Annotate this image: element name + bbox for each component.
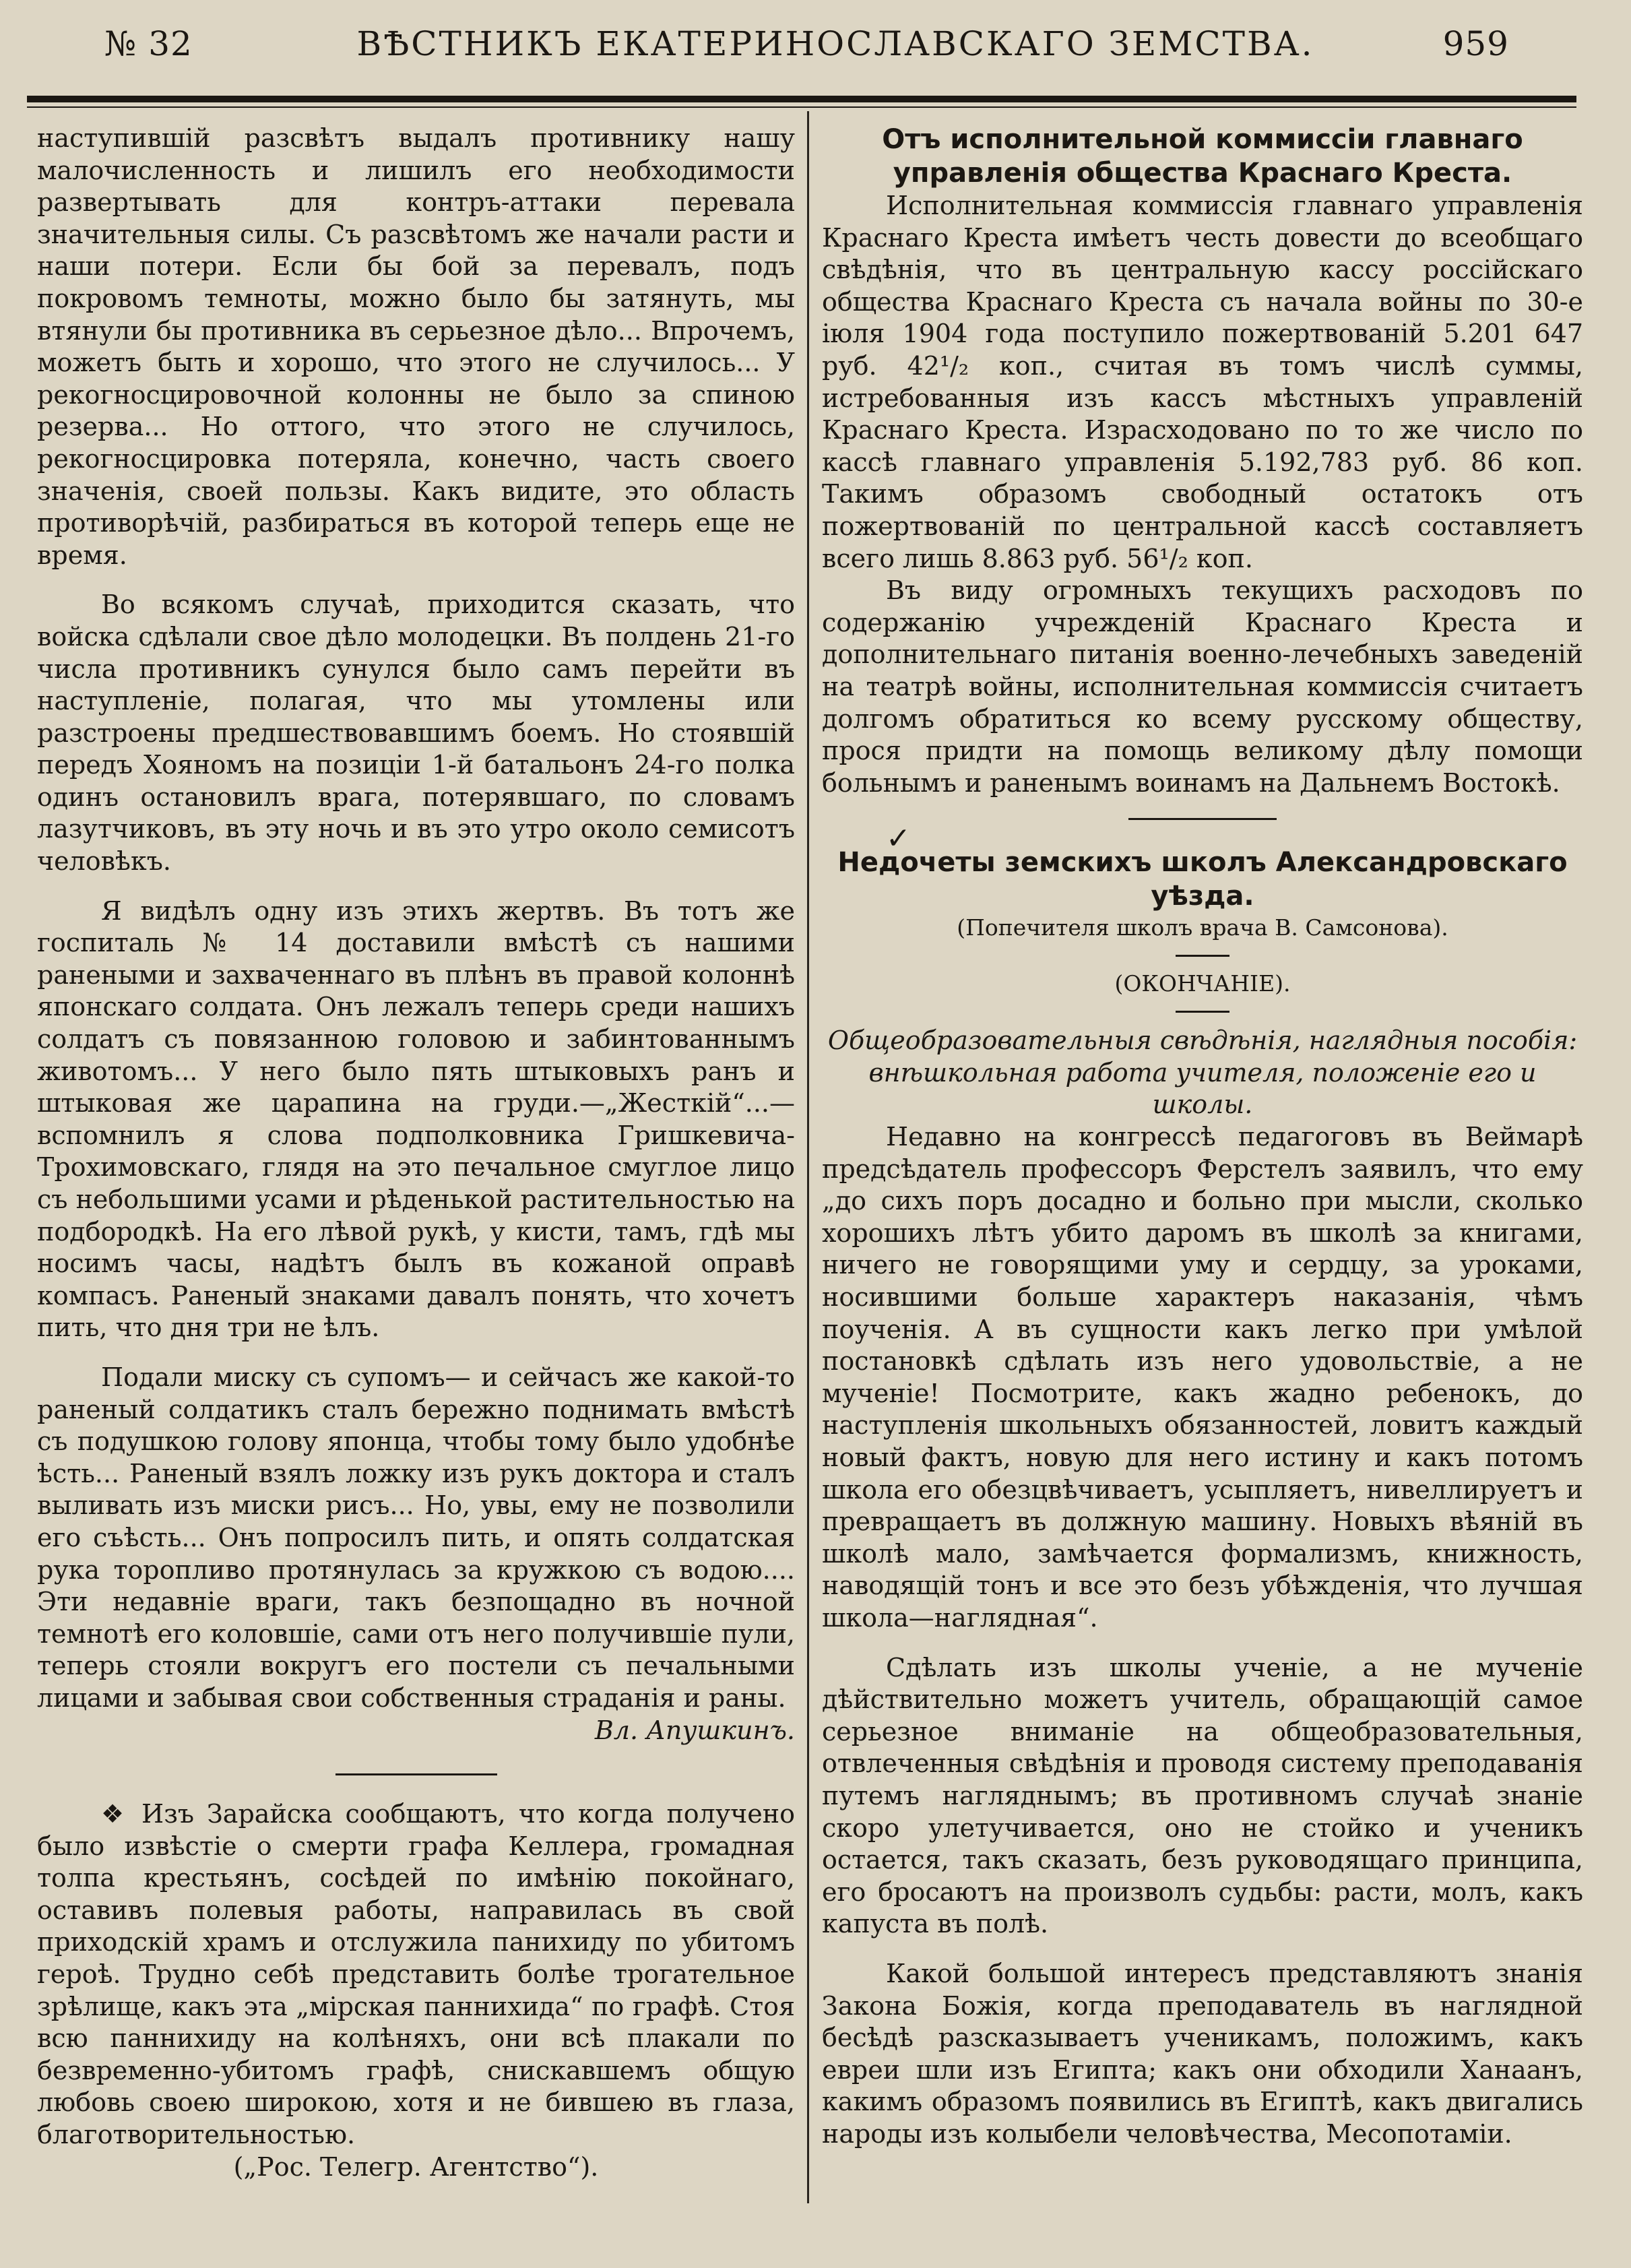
publication-title: ВѢСТНИКЪ ЕКАТЕРИНОСЛАВСКАГО ЗЕМСТВА.	[356, 24, 1314, 63]
right-paragraph-1: Исполнительная коммиссія главнаго управленія Краснаго Креста имѣетъ честь довести до всеобщаго свѣдѣнія, что въ центральную кассу россійскаго общества Краснаго Креста съ начала войны по 30-е іюля 1904 года поступило пожертвованій 5.201 647 руб. 42¹/₂ коп., считая въ томъ числѣ суммы, истребованныя изъ кассъ мѣстныхъ управленій Краснаго Креста. Израсходовано по то же число по кассѣ главнаго управленія 5.192,783 руб. 86 коп. Такимъ образомъ свободный остатокъ отъ пожертвованій по центральной кассѣ составляетъ всего лишь 8.863 руб. 56¹/₂ коп.	[822, 191, 1583, 573]
red-cross-heading: Отъ исполнительной коммиссіи главнаго управленія общества Краснаго Креста.	[882, 124, 1523, 189]
right-paragraph-2: Въ виду огромныхъ текущихъ расходовъ по содержанію учрежденій Краснаго Креста и дополнительнаго питанія военно-лечебныхъ заведеній на театрѣ войны, исполнительная коммиссія считаетъ долгомъ обратиться ко всему русскому обществу, прося придти на помощь великому дѣлу помощи больнымъ и раненымъ воинамъ на Дальнемъ Востокѣ.	[822, 575, 1583, 798]
right-paragraph-4: Сдѣлать изъ школы ученіе, а не мученіе дѣйствительно можетъ учитель, обращающій самое серьезное вниманіе на общеобразовательныя, отвлеченныя свѣдѣнія и проводя систему преподаванія путемъ нагляднымъ; въ противномъ случаѣ знаніе скоро улетучивается, оно не стойко и ученикъ остается, такъ сказать, безъ руководящаго принципа, его бросаютъ на произволъ судьбы: расти, молъ, какъ капуста въ полѣ.	[822, 1652, 1583, 1939]
article-signature: Вл. Апушкинъ.	[594, 1715, 795, 1745]
checkmark: ✓	[886, 821, 911, 856]
left-paragraph-3: Я видѣлъ одну изъ этихъ жертвъ. Въ тотъ же госпиталь № 14 доставили вмѣстѣ съ нашими ранеными и захваченнаго въ плѣнъ въ правой колоннѣ японскаго солдата. Онъ лежалъ теперь среди нашихъ солдатъ съ повязанною головою и забинтованнымъ животомъ... У него было пять штыковыхъ ранъ и штыковая же царапина на груди.—„Жесткій“...—вспомнилъ я слова подполковника Гришкевича-Трохимовскаго, глядя на это печальное смуглое лицо съ небольшими усами и рѣденькой растительностью на подбородкѣ. На его лѣвой рукѣ, у кисти, тамъ, гдѣ мы носимъ часы, надѣтъ былъ въ кожаной оправѣ компасъ. Раненый знаками давалъ понять, что хочетъ пить, что дня три не ѣлъ.	[37, 895, 795, 1343]
schools-heading: Недочеты земскихъ школъ Александровскаго уѣзда.	[837, 847, 1568, 912]
left-paragraph-4: Подали миску съ супомъ— и сейчасъ же какой-то раненый солдатикъ сталъ бережно поднимать вмѣстѣ съ подушкою голову японца, чтобы тому было удобнѣе ѣсть... Раненый взялъ ложку изъ рукъ доктора и сталъ выливать изъ миски рисъ... Но, увы, ему не позволили его съѣсть... Онъ попросилъ пить, и опять солдатская рука торопливо протянулась за кружкою съ водою.... Эти недавніе враги, такъ безпощадно въ ночной темнотѣ его коловшіе, сами отъ него получившіе пули, теперь стояли вокругъ его постели съ печальными лицами и забывая свои собственныя страданія и раны.	[37, 1362, 795, 1713]
dash-separator	[1176, 1011, 1229, 1013]
left-paragraph-zaraisk: ❖ Изъ Зарайска сообщаютъ, что когда получено было извѣстіе о смерти графа Келлера, громадная толпа крестьянъ, сосѣдей по имѣнію покойнаго, оставивъ полевыя работы, направилась въ свой приходскій храмъ и отслужила панихиду по убитомъ героѣ. Трудно себѣ представить болѣе трогательное зрѣлище, какъ эта „мірская паннихида“ по графѣ. Стоя всю паннихиду на колѣняхъ, они всѣ плакали по безвременно-убитомъ графѣ, снискавшемъ общую любовь своею широкою, хотя и не бившею въ глаза, благотворительностью.	[37, 1799, 795, 2150]
left-paragraph-2: Во всякомъ случаѣ, приходится сказать, что войска сдѣлали свое дѣло молодецки. Въ полдень 21-го числа противникъ сунулся было самъ перейти въ наступленіе, полагая, что мы утомлены или разстроены предшествовавшимъ боемъ. Но стоявшій передъ Хояномъ на позиціи 1-й батальонъ 24-го полка одинъ остановилъ врага, потерявшаго, по словамъ лазутчиковъ, въ эту ночь и въ это утро около семисотъ человѣкъ.	[37, 590, 795, 877]
byline: (Попечителя школъ врача В. Самсонова).	[957, 914, 1448, 941]
right-paragraph-3: Недавно на конгрессѣ педагоговъ въ Веймарѣ предсѣдатель профессоръ Ферстелъ заявилъ, что ему „до сихъ поръ досадно и больно при мысли, сколько хорошихъ лѣтъ убито даромъ въ школѣ за книгами, ничего не говорящими уму и сердцу, за уроками, носившими больше характеръ наказанія, чѣмъ поученія. А въ сущности какъ легко при умѣлой постановкѣ сдѣлать изъ него удовольствіе, а не мученіе! Посмотрите, какъ жадно ребенокъ, до наступленія школьныхъ обязанностей, ловитъ каждый новый фактъ, новую для него истину и какъ потомъ школа его обезцвѣчиваетъ, усыпляетъ, нивеллируетъ и превращаетъ въ должную машину. Новыхъ вѣяній въ школѣ мало, замѣчается формализмъ, книжность, наводящій тонъ и все это безъ убѣжденія, что лучшая школа—наглядная“.	[822, 1122, 1583, 1633]
section-subheading: Общеобразовательныя свѣдѣнія, наглядныя пособія: внѣшкольная работа учителя, положеніе его и школы.	[827, 1026, 1578, 1120]
section-rule-right	[1128, 818, 1277, 820]
dash-separator	[1176, 955, 1229, 957]
right-paragraph-5: Какой большой интересъ представляютъ знанія Закона Божія, когда преподаватель въ наглядной бесѣдѣ разсказываетъ ученикамъ, положимъ, какъ евреи шли изъ Египта; какъ они обходили Ханаанъ, какимъ образомъ появились въ Египтѣ, какъ двигались народы изъ колыбели человѣчества, Месопотаміи.	[822, 1958, 1583, 2149]
continuation-label: (ОКОНЧАНІЕ).	[1114, 970, 1291, 997]
column-divider	[807, 111, 809, 2203]
page-header	[94, 20, 1529, 67]
section-rule	[335, 1773, 497, 1775]
left-column	[37, 123, 795, 2183]
header-rule-thick	[27, 96, 1576, 102]
header-rule-thin	[27, 106, 1576, 108]
left-paragraph-1: наступившій разсвѣтъ выдалъ противнику нашу малочисленность и лишилъ его необходимости развертывать для контръ-аттаки перевала значительныя силы. Съ разсвѣтомъ же начали расти и наши потери. Если бы бой за перевалъ, подъ покровомъ темноты, можно было бы затянуть, мы втянули бы противника въ серьезное дѣло... Впрочемъ, можетъ быть и хорошо, что этого не случилось... У рекогносцировочной колонны не было за спиною резерва... Но оттого, что этого не случилось, рекогносцировка потеряла, конечно, часть своего значенія, своей пользы. Какъ видите, это область противорѣчій, разбираться въ которой теперь еще не время.	[37, 123, 795, 570]
issue-number: № 32	[104, 24, 193, 63]
news-source: („Рос. Телегр. Агентство“).	[233, 2151, 599, 2182]
right-column	[822, 123, 1583, 2150]
page-number: 959	[1442, 24, 1509, 63]
